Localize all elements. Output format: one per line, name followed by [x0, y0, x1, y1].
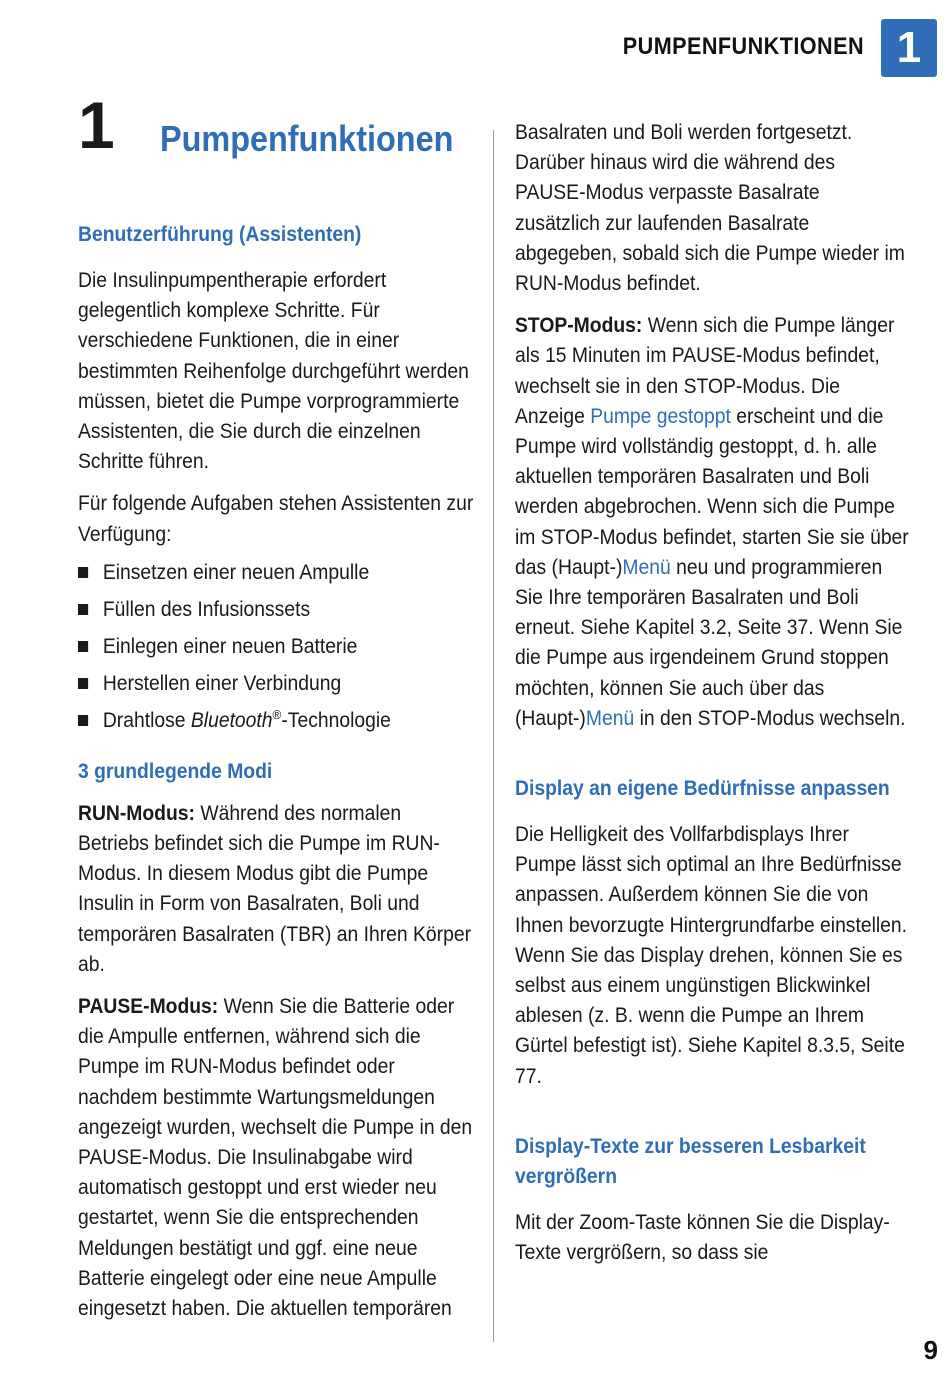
list-item-text: Einlegen einer neuen Batterie	[102, 634, 358, 658]
bullet-square-icon	[78, 678, 88, 689]
paragraph-stop-mode	[515, 311, 909, 734]
run-mode-text: Während des normalen Betriebs befindet sich die Pumpe im RUN-Modus. In diesem Modus gibt die Pumpe Insulin in Form von Basalraten, Boli und temporären Basalraten (TBR) an Ihren Körper ab.	[78, 801, 472, 976]
paragraph-display-zoom: Mit der Zoom-Taste können Sie die Display-Texte vergrößern, so dass sie	[515, 1210, 890, 1265]
list-item-text: Herstellen einer Verbindung	[102, 671, 342, 695]
stop-mode-text: neu und programmieren Sie Ihre temporären Basalraten und Boli erneut. Siehe Kapitel 3.2, Seite 37. Wenn Sie die Pumpe aus irgendeinem Grund stoppen möchten, können Sie auch über das (Haupt-)	[515, 555, 903, 730]
list-item	[78, 628, 502, 665]
heading-wizards: Benutzerführung (Assistenten)	[78, 223, 362, 246]
display-text-pump-stopped: Pumpe gestoppt	[590, 404, 731, 428]
registered-mark: ®	[272, 706, 282, 722]
bullet-square-icon	[78, 641, 88, 652]
display-text-menu: Menü	[585, 706, 635, 730]
bullet-square-icon	[78, 715, 88, 726]
header-section-title: PUMPENFUNKTIONEN	[622, 33, 864, 60]
list-item	[78, 665, 502, 702]
paragraph-pause-continued: Basalraten und Boli werden fortgesetzt. Darüber hinaus wird die während des PAUSE-Modus verpasste Basalrate zusätzlich zur laufenden Basalrate abgegeben, sobald sich die Pumpe wieder im RUN-Modus befindet.	[515, 121, 905, 296]
chapter-number: 1	[78, 88, 115, 162]
display-text-menu: Menü	[622, 555, 671, 579]
list-item-text-suffix: -Technologie	[281, 708, 391, 732]
run-mode-label: RUN-Modus:	[78, 801, 195, 825]
right-column	[515, 118, 910, 1280]
paragraph-run-mode	[78, 799, 477, 980]
page-number: 9	[923, 1335, 938, 1365]
stop-mode-label: STOP-Modus:	[515, 314, 643, 338]
heading-modes: 3 grundlegende Modi	[78, 759, 273, 783]
stop-mode-text: Wenn sich die Pumpe länger als 15 Minuten im PAUSE-Modus befindet, wechselt sie in den STOP-Modus. Die Anzeige	[515, 314, 895, 428]
heading-display-zoom: Display-Texte zur besseren Lesbarkeit vergrößern	[515, 1134, 866, 1188]
heading-display-adjust: Display an eigene Bedürfnisse anpassen	[515, 777, 890, 801]
list-item	[78, 702, 502, 739]
pause-mode-label: PAUSE-Modus:	[78, 995, 219, 1019]
paragraph-pause-mode	[78, 992, 477, 1324]
pause-mode-text: Wenn Sie die Batterie oder die Ampulle entfernen, während sich die Pumpe im RUN-Modus befindet oder nachdem bestimmte Wartungsmeldungen angezeigt wurden, wechselt die Pumpe in den PAUSE-Modus. Die Insulinabgabe wird automatisch gestoppt und erst wieder neu gestartet, wenn Sie die entsprechenden Meldungen bestätigt und ggf. eine neue Batterie eingelegt oder eine neue Ampulle eingesetzt haben. Die aktuellen temporären	[78, 995, 473, 1321]
chapter-tab: 1	[881, 19, 937, 77]
list-item	[78, 591, 502, 628]
list-item	[78, 554, 502, 591]
bullet-square-icon	[78, 567, 88, 578]
paragraph-display-adjust: Die Helligkeit des Vollfarbdisplays Ihrer Pumpe lässt sich optimal an Ihre Bedürfnisse anpassen. Außerdem können Sie die von Ihnen bevorzugte Hintergrundfarbe einstellen. Wenn Sie das Display drehen, können Sie es selbst aus einem ungünstigen Blickwinkel ablesen (z. B. wenn die Pumpe an Ihrem Gürtel befestigt ist). Siehe Kapitel 8.3.5, Seite 77.	[515, 823, 908, 1088]
paragraph-tasks-intro: Für folgende Aufgaben stehen Assistenten zur Verfügung:	[78, 492, 474, 546]
task-list	[78, 554, 478, 739]
chapter-title: Pumpenfunktionen	[160, 118, 454, 159]
bullet-square-icon	[78, 604, 88, 615]
list-item-text: Füllen des Infusionssets	[102, 597, 311, 621]
left-column	[78, 220, 478, 1336]
list-item-text: Einsetzen einer neuen Ampulle	[102, 560, 370, 584]
stop-mode-text: in den STOP-Modus wechseln.	[634, 706, 906, 730]
list-item-text-prefix: Drahtlose	[102, 708, 191, 732]
stop-mode-text: erscheint und die Pumpe wird vollständig gestoppt, d. h. alle aktuellen temporären Basalraten und Boli werden abgebrochen. Wenn sich die Pumpe im STOP-Modus befindet, starten Sie sie über das (Haupt-)	[515, 404, 909, 579]
paragraph-wizards: Die Insulinpumpentherapie erfordert gelegentlich komplexe Schritte. Für verschiedene Funktionen, die in einer bestimmten Reihenfolge durchgeführt werden müssen, bietet die Pumpe vorprogrammierte Assistenten, die Sie durch die einzelnen Schritte führen.	[78, 269, 469, 474]
bluetooth-term: Bluetooth	[190, 708, 273, 732]
